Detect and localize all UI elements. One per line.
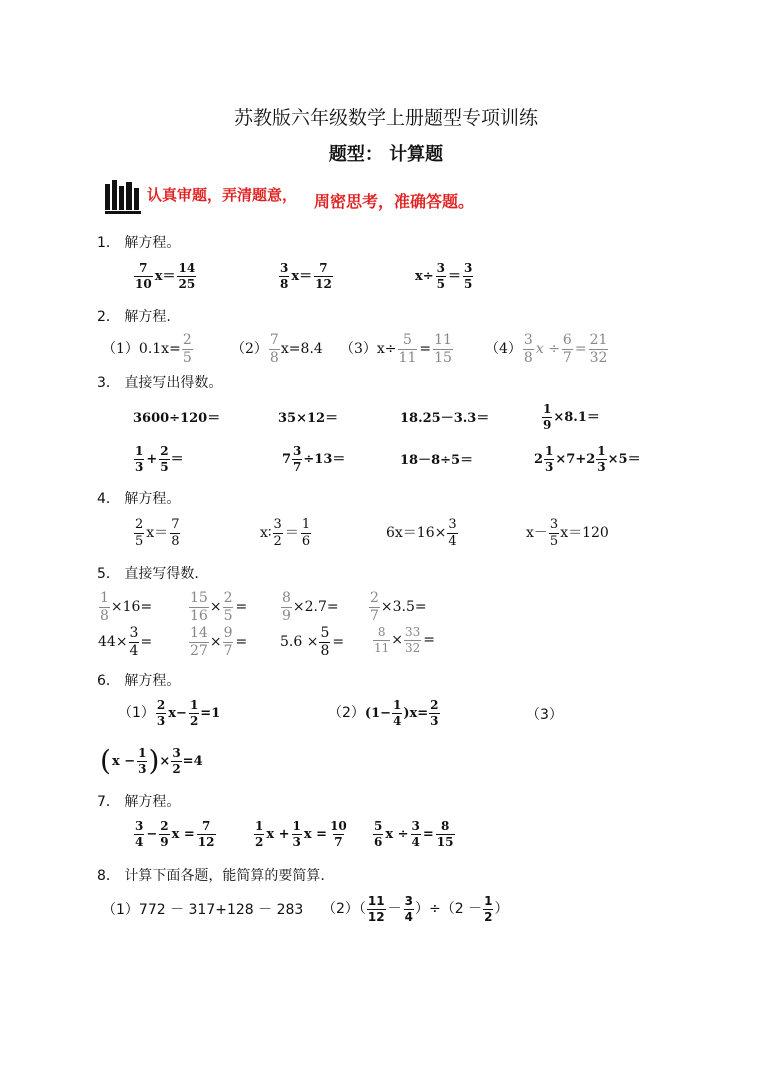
question-8-header: 8． 计算下面各题，能简算的要简算. [97,868,325,884]
q8-item-1: （1）772 － 317+128 － 283 [102,902,304,918]
q3-item-6: 7 $\frac{3}{7}$ ÷13＝ [282,444,346,474]
fraction: $\frac{2}{5}$ [160,444,169,474]
fraction: $\frac{2}{5}$ [223,590,233,624]
q4-equation-3: 6x＝16× $\frac{3}{4}$ [386,517,457,549]
fraction: $\frac{11}{15}$ [434,332,452,366]
fraction: $\frac{3}{8}$ [523,332,533,366]
q3-item-1: 3600÷120＝ [133,411,221,426]
fraction: $\frac{2}{5}$ [135,517,144,549]
fraction: $\frac{15}{16}$ [190,590,208,624]
fraction: $\frac{6}{7}$ [562,332,572,366]
fraction: $\frac{3}{2}$ [273,517,282,549]
q3-item-7: 18－8÷5＝ [400,453,474,468]
fraction: $\frac{1}{6}$ [301,517,311,549]
fraction: $\frac{7}{12}$ [315,261,332,291]
fraction: $\frac{1}{3}$ [138,746,147,776]
fraction: $\frac{1}{8}$ [100,590,109,624]
fraction: $\frac{10}{7}$ [330,819,347,849]
fraction: $\frac{2}{5}$ [182,332,192,366]
fraction: $\frac{3}{7}$ [293,444,302,474]
question-7-header: 7． 解方程。 [97,794,181,810]
q2-equation-2: （2） $\frac{7}{8}$ x=8.4 [231,332,323,366]
question-2-header: 2． 解方程. [97,309,171,325]
fraction: $\frac{7}{12}$ [197,819,215,849]
fraction: $\frac{3}{4}$ [129,625,139,659]
fraction: $\frac{21}{32}$ [589,332,608,366]
q7-equation-3: $\frac{5}{6}$ x ÷ $\frac{3}{4}$ = $\frac{8}{15}$ [374,819,454,849]
fraction: $\frac{2}{3}$ [430,698,439,728]
fraction: $\frac{3}{8}$ [280,261,289,291]
fraction: $\frac{3}{5}$ [436,261,446,291]
fraction: $\frac{5}{8}$ [320,625,330,659]
motto-part-2: 周密思考，准确答题。 [314,192,475,211]
q4-equation-4: x－ $\frac{3}{5}$ x＝120 [526,517,609,549]
fraction: $\frac{3}{5}$ [464,261,473,291]
q2-equation-1: （1）0.1x= $\frac{2}{5}$ [102,332,192,366]
fraction: $\frac{11}{12}$ [367,894,385,924]
fraction: $\frac{33}{32}$ [405,625,421,655]
q5-item-1: $\frac{1}{8}$ ×16= [100,590,153,624]
fraction: $\frac{3}{5}$ [549,517,559,549]
fraction: $\frac{3}{2}$ [172,746,181,776]
fraction: $\frac{14}{25}$ [178,261,196,291]
fraction: $\frac{1}{3}$ [545,444,554,474]
fraction: $\frac{1}{3}$ [292,819,301,849]
fraction: $\frac{8}{9}$ [282,590,291,624]
q7-equation-1: $\frac{3}{4}$ − $\frac{2}{9}$ x = $\frac{7}{12}$ [135,819,215,849]
q1-equation-2: $\frac{3}{8}$ x＝ $\frac{7}{12}$ [280,261,332,291]
question-5-header: 5． 直接写得数. [97,566,199,582]
fraction: $\frac{5}{6}$ [374,819,383,849]
fraction: $\frac{2}{7}$ [370,590,379,624]
fraction: $\frac{1}{9}$ [543,402,552,432]
fraction: $\frac{1}{2}$ [189,698,199,728]
fraction: $\frac{1}{2}$ [484,894,493,924]
q5-item-4: $\frac{2}{7}$ ×3.5= [370,590,427,624]
q3-item-8: 2 $\frac{1}{3}$ ×7+2 $\frac{1}{3}$ ×5＝ [534,444,641,474]
q4-equation-2: x∶ $\frac{3}{2}$ ＝ $\frac{1}{6}$ [260,517,311,549]
q5-item-3: $\frac{8}{9}$ ×2.7= [282,590,339,624]
fraction: $\frac{5}{11}$ [398,332,417,366]
page-subtitle: 题型： 计算题 [328,144,444,165]
fraction: $\frac{2}{9}$ [160,819,169,849]
q3-item-3: 18.25－3.3＝ [400,411,490,426]
q1-equation-3: x÷ $\frac{3}{5}$ ＝ $\frac{3}{5}$ [415,261,473,291]
fraction: $\frac{3}{4}$ [135,819,144,849]
q6-equation-1: （1） $\frac{2}{3}$ x− $\frac{1}{2}$ =1 [118,698,221,728]
question-1-header: 1． 解方程。 [97,235,181,251]
q5-item-8: $\frac{8}{11}$ × $\frac{33}{32}$ = [374,625,436,655]
fraction: $\frac{2}{3}$ [156,698,166,728]
fraction: $\frac{7}{8}$ [171,517,180,549]
fraction: $\frac{8}{15}$ [436,819,454,849]
motto-part-1: 认真审题，弄清题意， [147,186,298,204]
q5-item-5: 44× $\frac{3}{4}$ = [98,625,153,659]
fraction: $\frac{9}{7}$ [223,625,233,659]
q1-equation-1: $\frac{7}{10}$ x＝ $\frac{14}{25}$ [135,261,196,291]
fraction: $\frac{3}{4}$ [411,819,420,849]
q7-equation-2: $\frac{1}{2}$ x + $\frac{1}{3}$ x = $\frac{10}{7}$ [255,819,347,849]
page-title: 苏教版六年级数学上册题型专项训练 [233,107,538,129]
question-6-header: 6． 解方程。 [97,673,181,689]
q5-item-7: 5.6 × $\frac{5}{8}$ = [280,625,345,659]
question-4-header: 4． 解方程。 [97,491,181,507]
q5-item-6: $\frac{14}{27}$ × $\frac{9}{7}$ = [190,625,248,659]
q3-item-2: 35×12＝ [278,411,339,426]
fraction: $\frac{1}{2}$ [255,819,264,849]
fraction: $\frac{1}{4}$ [393,698,402,728]
bookshelf-icon [105,180,141,218]
q4-equation-1: $\frac{2}{5}$ x＝ $\frac{7}{8}$ [135,517,180,549]
q2-equation-4: （4） $\frac{3}{8}$ x ÷ $\frac{6}{7}$ = $\frac{21}{32}$ [485,332,608,366]
fraction: $\frac{1}{3}$ [597,444,606,474]
fraction: $\frac{1}{3}$ [135,444,144,474]
fraction: $\frac{7}{8}$ [269,332,279,366]
q6-equation-2: （2） (1− $\frac{1}{4}$ )x= $\frac{2}{3}$ [328,698,439,728]
fraction: $\frac{3}{4}$ [404,894,413,924]
q5-item-2: $\frac{15}{16}$ × $\frac{2}{5}$ = [190,590,248,624]
q2-equation-3: （3）x÷ $\frac{5}{11}$ = $\frac{11}{15}$ [340,332,452,366]
q6-equation-3-label: （3） [526,707,563,723]
fraction: $\frac{3}{4}$ [448,517,457,549]
q8-item-2: （2）（ $\frac{11}{12}$ － $\frac{3}{4}$ ）÷（2 － $\frac{1}{2}$ ） [322,894,509,924]
q6-equation-3: ( x − $\frac{1}{3}$ ) × $\frac{3}{2}$ =4 [100,744,203,778]
question-3-header: 3． 直接写出得数。 [97,375,223,391]
q3-item-4: $\frac{1}{9}$ ×8.1＝ [543,402,600,432]
q3-item-5: $\frac{1}{3}$ + $\frac{2}{5}$ ＝ [135,444,184,474]
fraction: $\frac{14}{27}$ [190,625,208,659]
fraction: $\frac{7}{10}$ [135,261,152,291]
fraction: $\frac{8}{11}$ [374,625,390,655]
